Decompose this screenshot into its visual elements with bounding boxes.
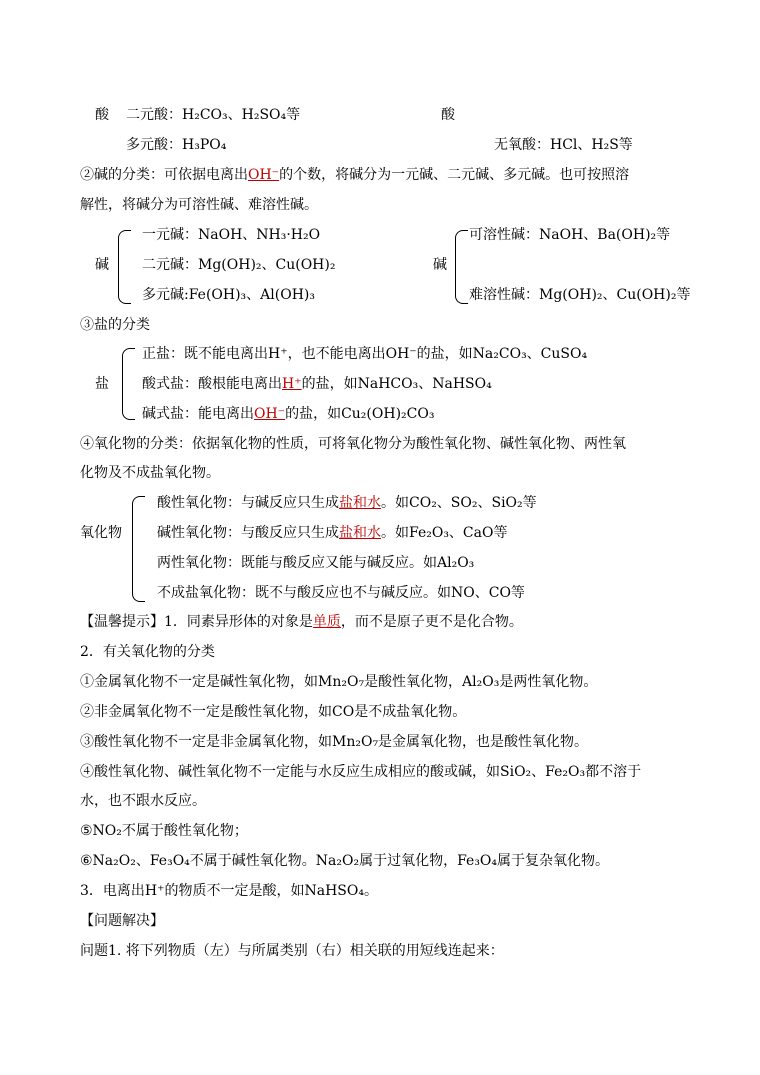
normal-salt: 正盐：既不能电离出H⁺，也不能电离出OH⁻的盐，如Na₂CO₃、CuSO₄ [142, 346, 588, 362]
h-ion-highlight: H⁺ [282, 376, 302, 392]
tip-ionization: 3．电离出H⁺的物质不一定是酸，如NaHSO₄。 [80, 883, 378, 899]
tip-item-3: ③酸性氧化物不一定是非金属氧化物，如Mn₂O₇是金属氧化物，也是酸性氧化物。 [80, 734, 589, 750]
base-left-label: 碱 [95, 257, 109, 273]
tip-item-2: ②非金属氧化物不一定是酸性氧化物，如CO是不成盐氧化物。 [80, 704, 467, 720]
oh-highlight: OH⁻ [248, 167, 280, 183]
base-intro-line1: ②碱的分类：可依据电离出OH⁻的个数，将碱分为一元碱、二元碱、多元碱。也可按照溶 [80, 167, 630, 183]
oxide-brace [132, 496, 145, 602]
base-intro-line2: 解性，将碱分为可溶性碱、难溶性碱。 [80, 197, 318, 213]
dibasic-acid: 二元酸：H₂CO₃、H₂SO₄等 [126, 107, 301, 123]
soluble-base: 可溶性碱：NaOH、Ba(OH)₂等 [469, 227, 671, 243]
tip-item-4a: ④酸性氧化物、碱性氧化物不一定能与水反应生成相应的酸或碱，如SiO₂、Fe₂O₃都不溶于 [80, 764, 642, 780]
salt-water-highlight-1: 盐和水 [339, 495, 381, 511]
insoluble-base: 难溶性碱：Mg(OH)₂、Cu(OH)₂等 [469, 287, 691, 303]
basic-salt: 碱式盐：能电离出OH⁻的盐，如Cu₂(OH)₂CO₃ [142, 406, 435, 422]
polybasic-acid: 多元酸：H₃PO₄ [126, 137, 227, 153]
oxygen-free-acid: 无氧酸：HCl、H₂S等 [494, 137, 633, 153]
acidic-oxide: 酸性氧化物：与碱反应只生成盐和水。如CO₂、SO₂、SiO₂等 [157, 495, 537, 511]
acid-left-label: 酸 [95, 107, 109, 123]
base-right-brace [455, 230, 468, 304]
polyacidic-base: 多元碱:Fe(OH)₃、Al(OH)₃ [142, 287, 315, 303]
oxide-label: 氧化物 [80, 525, 122, 541]
amphoteric-oxide: 两性氧化物：既能与酸反应又能与碱反应。如Al₂O₃ [157, 555, 475, 571]
problem-heading: 【问题解决】 [80, 913, 164, 929]
salt-label: 盐 [95, 376, 109, 392]
tip-oxide-heading: 2．有关氧化物的分类 [80, 644, 215, 660]
monoacidic-base: 一元碱：NaOH、NH₃·H₂O [142, 227, 321, 243]
oxide-intro-line1: ④氧化物的分类：依据氧化物的性质，可将氧化物分为酸性氧化物、碱性氧化物、两性氧 [80, 436, 626, 452]
acid-right-label: 酸 [441, 107, 455, 123]
element-highlight: 单质 [312, 614, 341, 630]
tip-item-6: ⑥Na₂O₂、Fe₃O₄不属于碱性氧化物。Na₂O₂属于过氧化物，Fe₃O₄属于复杂氧化物。 [80, 853, 610, 869]
problem-1: 问题1. 将下列物质（左）与所属类别（右）相关联的用短线连起来： [80, 943, 504, 959]
oh-ion-highlight: OH⁻ [254, 406, 286, 422]
tip-item-1: ①金属氧化物不一定是碱性氧化物，如Mn₂O₇是酸性氧化物，Al₂O₃是两性氧化物。 [80, 674, 598, 690]
base-right-label: 碱 [433, 257, 447, 273]
tip-item-5: ⑤NO₂不属于酸性氧化物； [80, 823, 248, 839]
salt-water-highlight-2: 盐和水 [339, 525, 381, 541]
acid-salt: 酸式盐：酸根能电离出H⁺的盐，如NaHCO₃、NaHSO₄ [142, 376, 492, 392]
tip-allotrope: 【温馨提示】1．同素异形体的对象是单质，而不是原子更不是化合物。 [80, 614, 523, 630]
salt-title: ③盐的分类 [80, 317, 150, 333]
oxide-intro-line2: 化物及不成盐氧化物。 [80, 465, 220, 481]
salt-brace [122, 348, 135, 420]
basic-oxide: 碱性氧化物：与酸反应只生成盐和水。如Fe₂O₃、CaO等 [157, 525, 508, 541]
diacidic-base: 二元碱：Mg(OH)₂、Cu(OH)₂ [142, 257, 336, 273]
base-left-brace [118, 230, 131, 304]
tip-item-4b: 水，也不跟水反应。 [80, 793, 206, 809]
nonsalt-oxide: 不成盐氧化物：既不与酸反应也不与碱反应。如NO、CO等 [157, 585, 525, 601]
